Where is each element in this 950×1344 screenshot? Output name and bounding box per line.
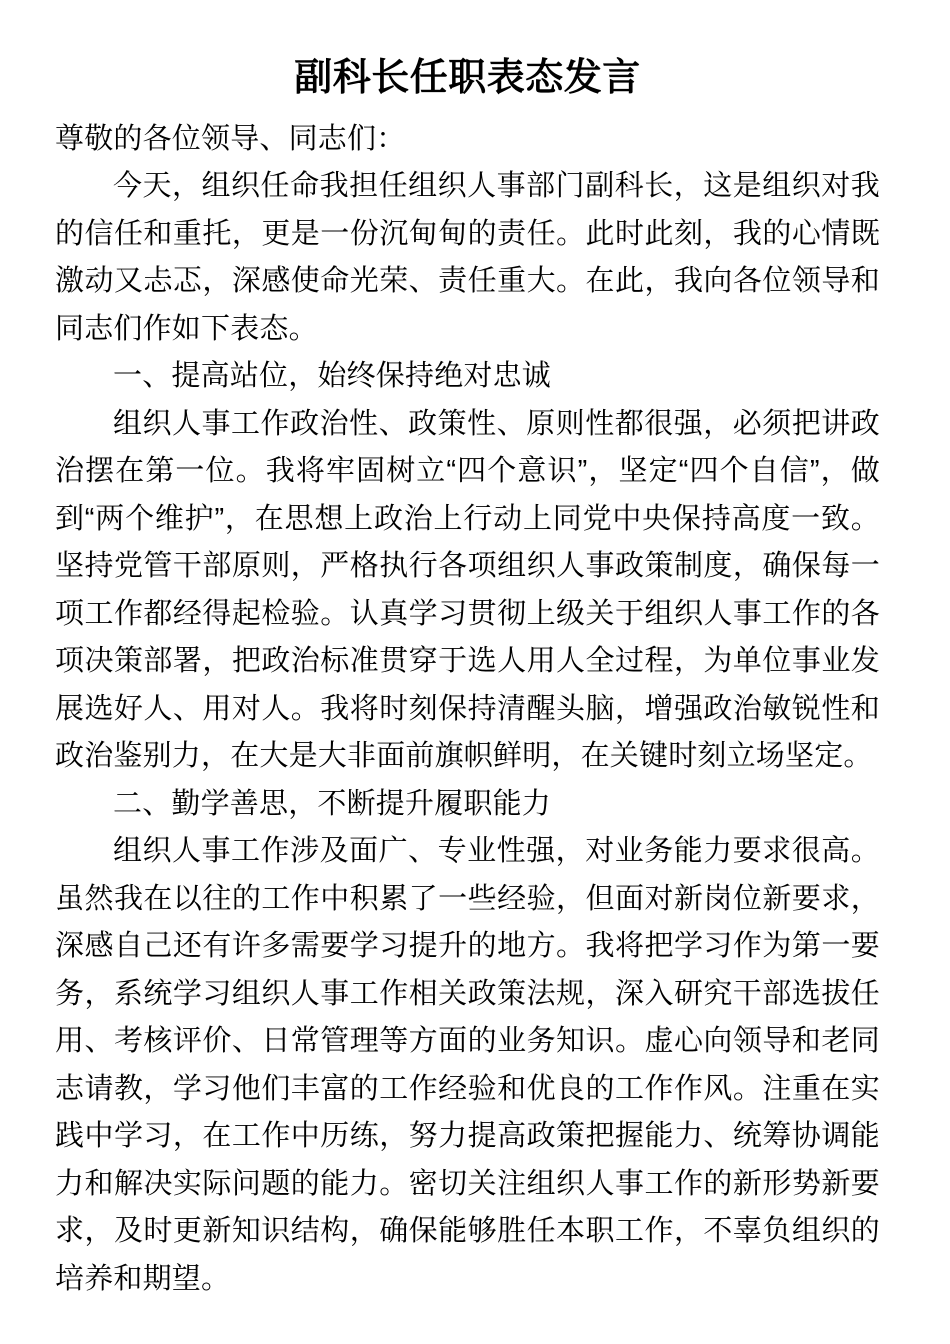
opening-paragraph: 今天，组织任命我担任组织人事部门副科长，这是组织对我的信任和重托，更是一份沉甸甸的责任。此时此刻，我的心情既激动又忐忑，深感使命光荣、责任重大。在此，我向各位领导和同志们作如下表态。 xyxy=(55,170,880,345)
salutation-line: 尊敬的各位领导、同志们： xyxy=(55,123,406,155)
section-heading-1: 一、提高站位，始终保持绝对忠诚 xyxy=(113,360,552,392)
section-body-1: 组织人事工作政治性、政策性、原则性都很强，必须把讲政治摆在第一位。我将牢固树立“四个意识”，坚定“四个自信”，做到“两个维护”，在思想上政治上行动上同党中央保持高度一致。坚持党管干部原则，严格执行各项组织人事政策制度，确保每一项工作都经得起检验。认真学习贯彻上级关于组织人事工作的各项决策部署，把政治标准贯穿于选人用人全过程，为单位事业发展选好人、用对人。我将时刻保持清醒头脑，增强政治敏锐性和政治鉴别力，在大是大非面前旗帜鲜明，在关键时刻立场坚定。 xyxy=(55,407,880,772)
page-title: 副科长任职表态发言 xyxy=(294,57,641,99)
section-body-2: 组织人事工作涉及面广、专业性强，对业务能力要求很高。虽然我在以往的工作中积累了一些经验，但面对新岗位新要求，深感自己还有许多需要学习提升的地方。我将把学习作为第一要务，系统学习组织人事工作相关政策法规，深入研究干部选拔任用、考核评价、日常管理等方面的业务知识。虚心向领导和老同志请教，学习他们丰富的工作经验和优良的工作作风。注重在实践中学习，在工作中历练，努力提高政策把握能力、统筹协调能力和解决实际问题的能力。密切关注组织人事工作的新形势新要求，及时更新知识结构，确保能够胜任本职工作，不辜负组织的培养和期望。 xyxy=(55,835,880,1295)
section-heading-2: 二、勤学善思，不断提升履职能力 xyxy=(113,787,552,820)
